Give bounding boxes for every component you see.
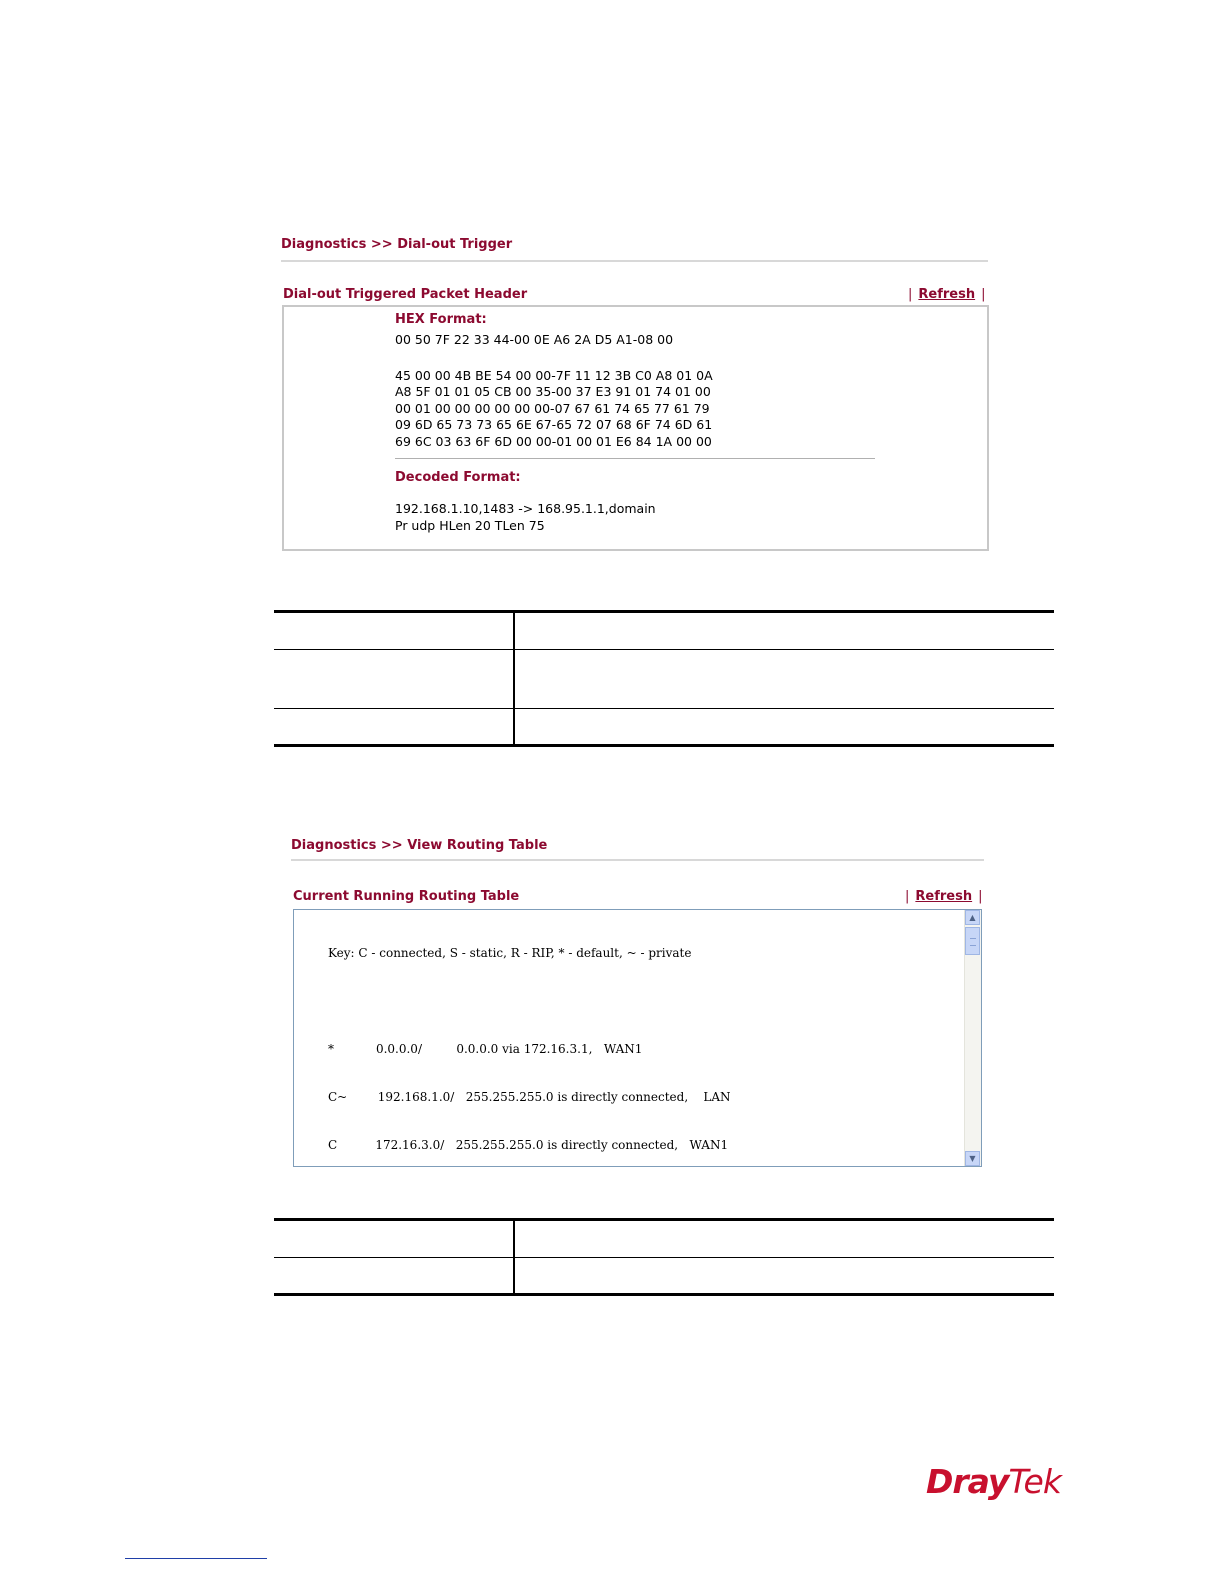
routing-refresh-link[interactable]: Refresh xyxy=(915,889,973,904)
logo-text-tek: Tek xyxy=(1008,1462,1061,1501)
hex-line: 00 01 00 00 00 00 00 00-07 67 61 74 65 77 61 79 xyxy=(395,400,710,416)
hex-block xyxy=(395,368,713,451)
hex-line: 45 00 00 4B BE 54 00 00-7F 11 12 3B C0 A8 01 0A xyxy=(395,367,713,383)
table-row xyxy=(274,612,1054,650)
routing-table-textarea[interactable] xyxy=(293,909,982,1167)
hex-line: 69 6C 03 63 6F 6D 00 00-01 00 01 E6 84 1A 00 00 xyxy=(395,433,712,449)
dialout-refresh-bar: | Refresh | xyxy=(908,287,986,302)
hex-line: 09 6D 65 73 73 65 6E 67-65 72 07 68 6F 74 6D 61 xyxy=(395,417,713,432)
table-cell xyxy=(274,650,514,709)
scroll-down-icon[interactable]: ▼ xyxy=(965,1151,980,1166)
hex-format-section xyxy=(395,311,713,450)
dialout-breadcrumb-text: Diagnostics >> Dial-out Trigger xyxy=(281,237,513,252)
logo-text-dray: Dray xyxy=(926,1462,1009,1501)
dialout-breadcrumb xyxy=(281,236,988,262)
route-entry: C~ 192.168.1.0/ 255.255.255.0 is directly connected, LAN xyxy=(328,1090,731,1104)
dialout-refresh-link[interactable]: Refresh xyxy=(918,287,976,302)
table-cell xyxy=(274,709,514,746)
routing-refresh-bar: | Refresh | xyxy=(905,889,983,904)
table-cell xyxy=(274,612,514,650)
draytek-logo xyxy=(926,1462,1061,1501)
dialout-section-title: Dial-out Triggered Packet Header xyxy=(283,287,528,302)
table-row xyxy=(274,1220,1054,1258)
route-entry: C 172.16.3.0/ 255.255.255.0 is directly connected, WAN1 xyxy=(328,1138,729,1152)
decoded-line: 192.168.1.10,1483 -> 168.95.1.1,domain xyxy=(395,501,656,516)
routing-description-table xyxy=(274,1218,1054,1296)
hex-line: A8 5F 01 01 05 CB 00 35-00 37 E3 91 01 74 01 00 xyxy=(395,384,711,399)
scroll-up-icon[interactable]: ▲ xyxy=(965,910,980,925)
hex-format-label: HEX Format: xyxy=(395,312,487,327)
table-cell xyxy=(514,650,1054,709)
section-divider xyxy=(395,458,875,459)
footer-rule xyxy=(125,1558,267,1559)
decoded-format-section xyxy=(395,469,656,534)
decoded-format-label: Decoded Format: xyxy=(395,470,521,485)
routing-table-content xyxy=(328,913,731,1167)
routing-breadcrumb-text: Diagnostics >> View Routing Table xyxy=(291,838,548,853)
scroll-thumb[interactable] xyxy=(965,927,980,955)
routing-section-title: Current Running Routing Table xyxy=(293,889,520,904)
table-cell xyxy=(274,1258,514,1295)
routing-key-line: Key: C - connected, S - static, R - RIP, * - default, ~ - private xyxy=(328,946,692,960)
routing-breadcrumb xyxy=(291,837,984,861)
table-cell xyxy=(514,1220,1054,1258)
table-row xyxy=(274,650,1054,709)
vertical-scrollbar[interactable] xyxy=(964,910,981,1166)
table-cell xyxy=(514,612,1054,650)
table-cell xyxy=(274,1220,514,1258)
table-row xyxy=(274,1258,1054,1295)
table-cell xyxy=(514,1258,1054,1295)
decoded-line: Pr udp HLen 20 TLen 75 xyxy=(395,517,545,533)
table-cell xyxy=(514,709,1054,746)
packet-header-panel xyxy=(282,305,989,551)
hex-line: 00 50 7F 22 33 44-00 0E A6 2A D5 A1-08 00 xyxy=(395,332,674,347)
dialout-description-table xyxy=(274,610,1054,747)
route-entry: * 0.0.0.0/ 0.0.0.0 via 172.16.3.1, WAN1 xyxy=(328,1042,643,1056)
decoded-lines xyxy=(395,501,656,534)
table-row xyxy=(274,709,1054,746)
